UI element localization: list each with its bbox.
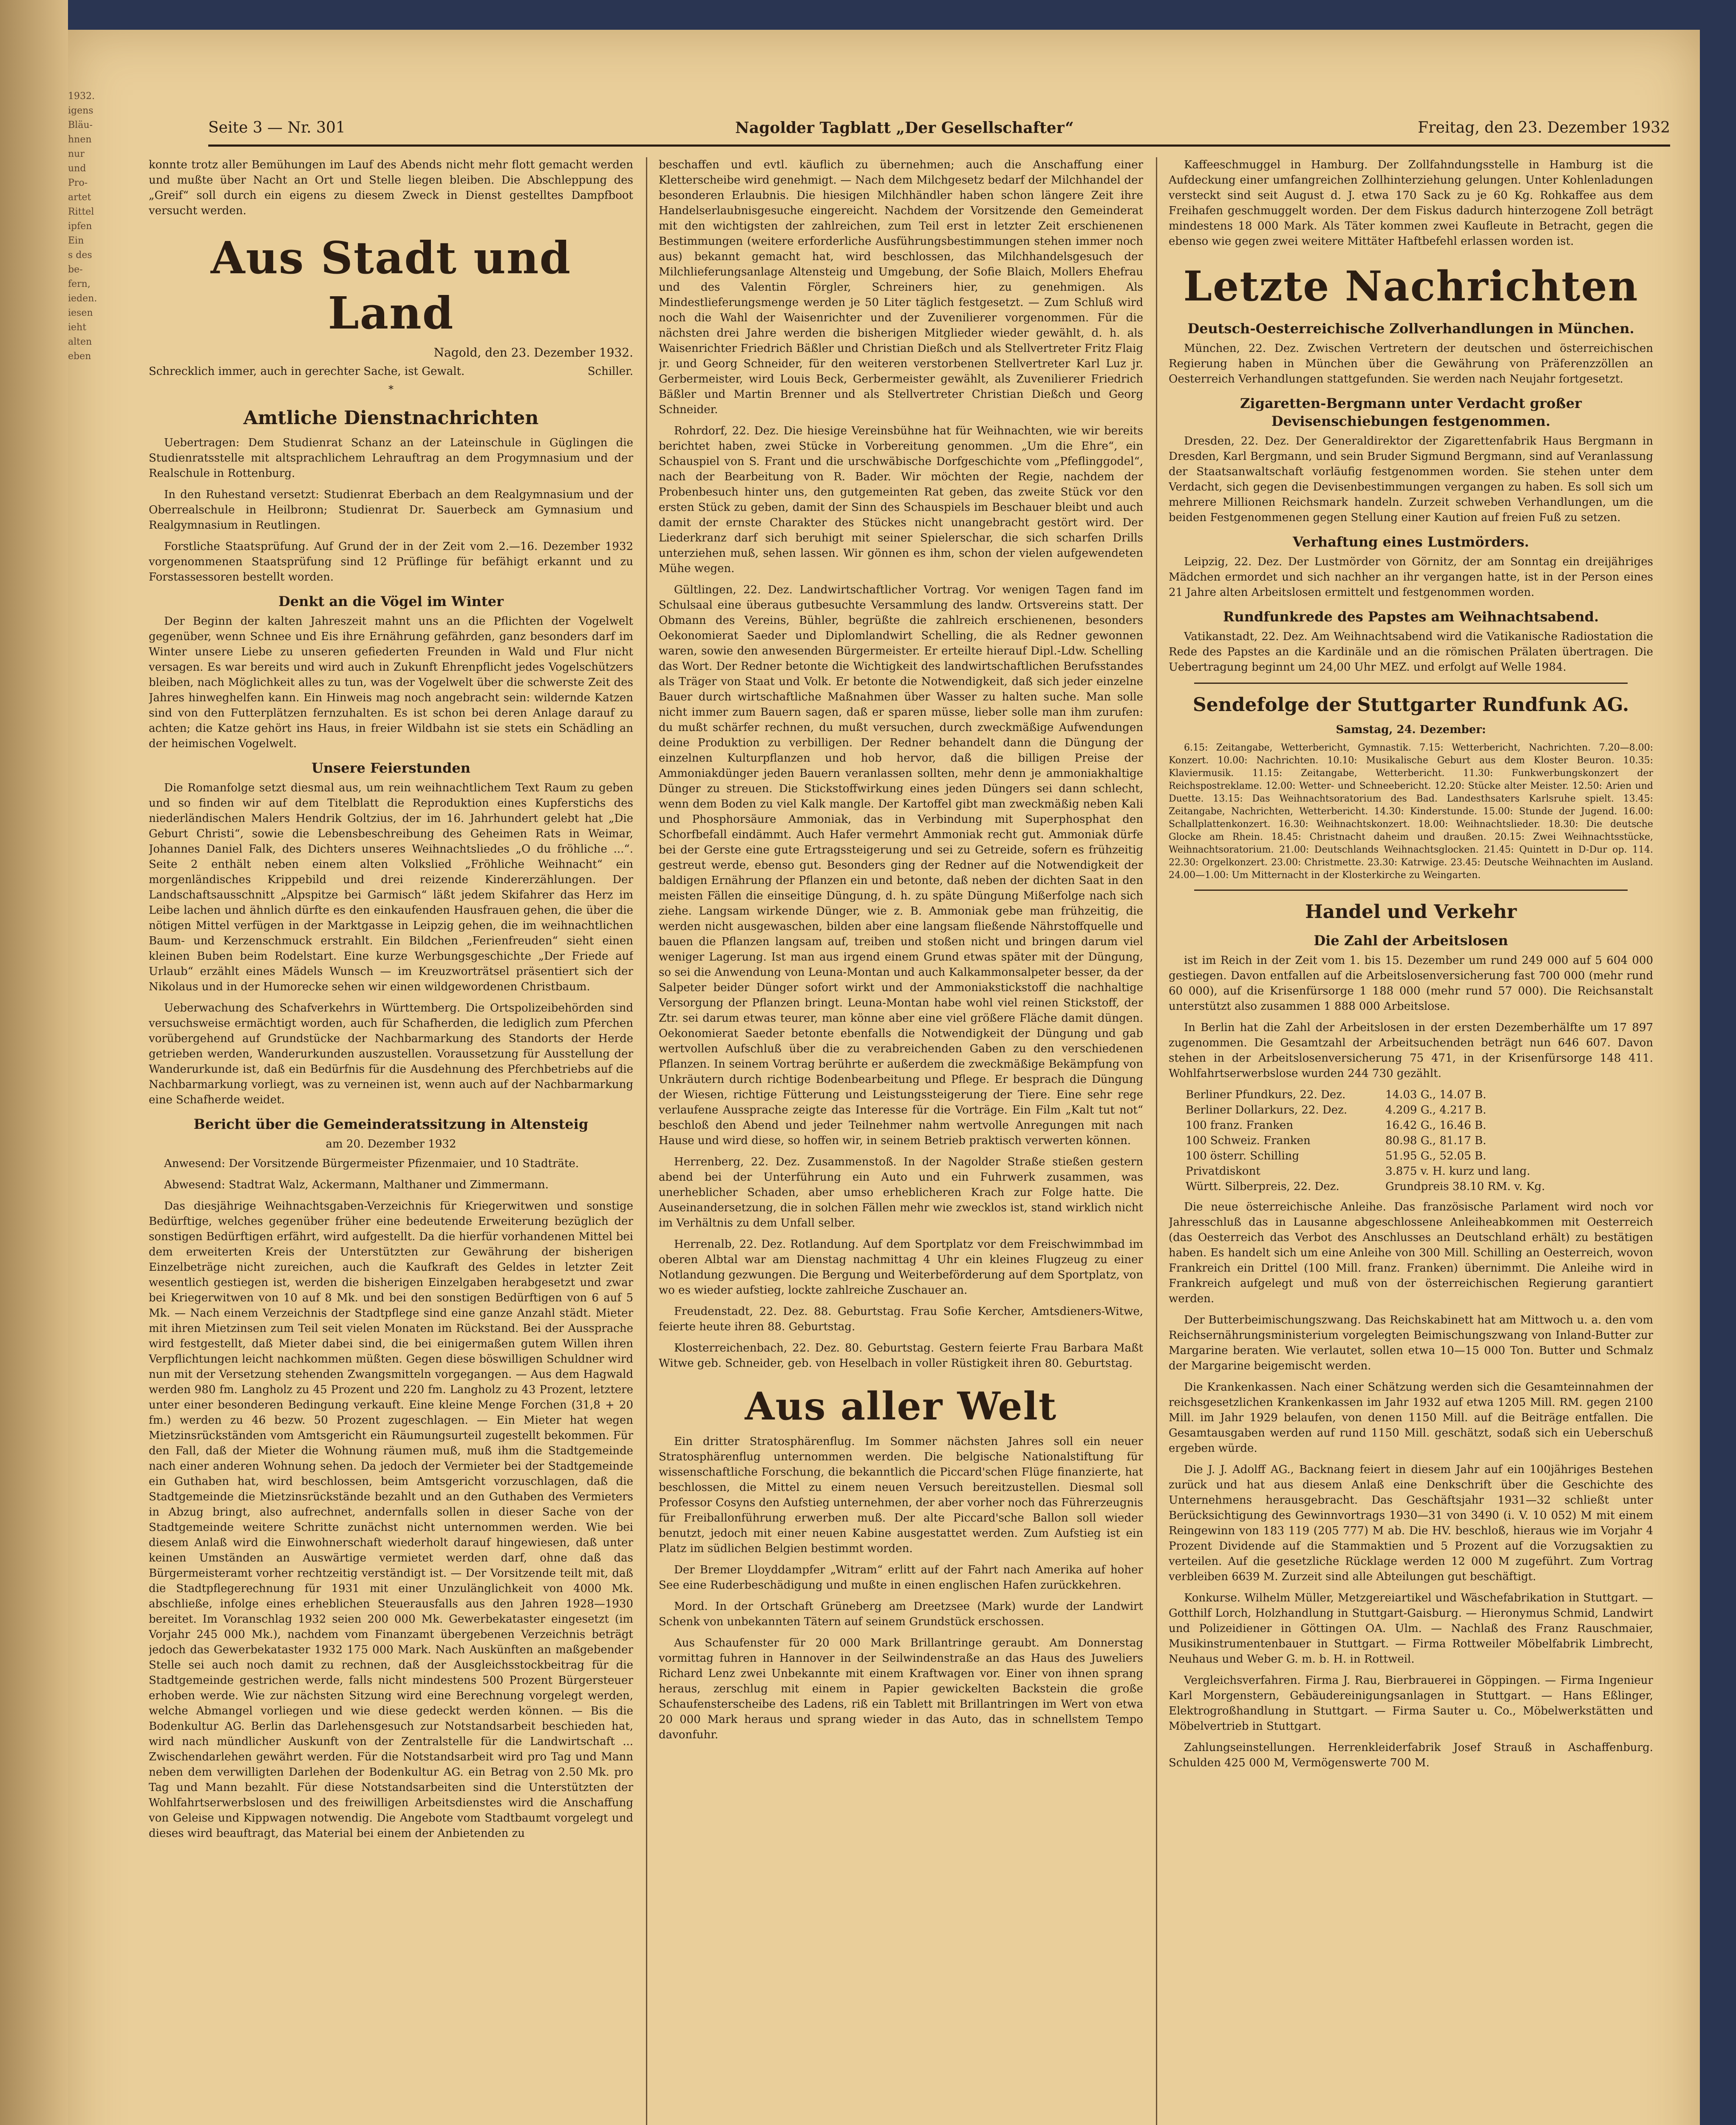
- article-text: Herrenberg, 22. Dez. Zusammenstoß. In der Nagolder Straße stießen gestern abend bei der Unterführung ein Auto und ein Fuhrwerk zusammen, was unerheblicher Schaden, aber umso erheblicheren Krach zur Folge hatte. Die Auseinandersetzung, die in solchen Fällen mehr wie zwecklos ist, stand wirklich nicht im Verhältnis zu dem Unfall selber.: [659, 1156, 1143, 1230]
- headline: Sendefolge der Stuttgarter Rundfunk AG.: [1192, 694, 1629, 716]
- margin-fragment: Bläu-: [68, 120, 93, 130]
- article-text: Forstliche Staatsprüfung. Auf Grund der in der Zeit vom 2.—16. Dezember 1932 vorgenommenen Staatsprüfung sind 12 Prüflinge für befähigt erkannt und zu Forstassessoren bestellt worden.: [149, 540, 633, 584]
- headline: Handel und Verkehr: [1305, 901, 1517, 923]
- column-1: [149, 157, 633, 2125]
- separator-star: *: [388, 383, 394, 395]
- article-text: Die Krankenkassen. Nach einer Schätzung werden sich die Gesamteinnahmen der reichsgesetzlichen Krankenkassen im Jahr 1932 auf etwa 1205 Mill. RM. gegen 2100 Mill. im Jahr 1929 belaufen, von denen 1150 Mill. auf die Beiträge entfallen. Die Gesamtausgaben werden auf rund 1150 Mill. geschätzt, sodaß sich ein Ueberschuß ergeben würde.: [1169, 1381, 1653, 1455]
- radio-program: 6.15: Zeitangabe, Wetterbericht, Gymnastik. 7.15: Wetterbericht, Nachrichten. 7.20—8.00: Konzert. 10.00: Nachrichten. 10.10: Musikalische Geburt aus dem Kloster Beuron. 10.35: Klaviermusik. 11.15: Zeitangabe, Wetterbericht. 11.30: Funkwerbungskonzert der Reichspostreklame. 12.00: Wetter- und Schneebericht. 12.20: Stücke alter Meister. 12.50: Arien und Duette. 13.15: Das Weihnachtsoratorium des Bad. Landesthsaters Karlsruhe spielt. 13.45: Zeitangabe, Nachrichten, Wetterbericht. 14.30: Kinderstunde. 15.00: Stunde der Jugend. 16.00: Schallplattenkonzert. 16.30: Weihnachtskonzert. 18.00: Weihnachtslieder. 18.30: Die deutsche Glocke am Rhein. 18.45: Christnacht daheim und draußen. 20.15: Zwei Weihnachtsstücke, Weihnachtsoratorium. 21.00: Deutschlands Weihnachtsglocken. 21.45: Quintett in D-Dur op. 114. 22.30: Orgelkonzert. 23.00: Christmette. 23.30: Katrwige. 23.45: Deutsche Weihnachten im Ausland. 24.00—1.00: Um Mitternacht in der Klosterkirche zu Weingarten.: [1169, 742, 1653, 881]
- rate-row: Berliner Pfundkurs, 22. Dez. 14.03 G., 14.07 B.: [1186, 1088, 1487, 1101]
- article-text: Zahlungseinstellungen. Herrenkleiderfabrik Josef Strauß in Aschaffenburg. Schulden 425 000 M, Vermögenswerte 700 M.: [1169, 1741, 1653, 1769]
- page-header: [208, 115, 1670, 147]
- section-title: Aus Stadt und Land: [210, 232, 572, 339]
- article-text: Gültlingen, 22. Dez. Landwirtschaftlicher Vortrag. Vor wenigen Tagen fand im Schulsaal eine überaus gutbesuchte Versammlung des landw. Ortsvereins statt. Der Obmann des Vereins, Bühler, begrüßte die zahlreich erschienenen, besonders Oekonomierat Saeder und Diplomlandwirt Schelling, die als Redner gewonnen waren, sowie den anwesenden Bürgermeister. Er erteilte hierauf Dipl.-Ldw. Schelling das Wort. Der Redner betonte die Wichtigkeit des landwirtschaftlichen Berufsstandes als Träger von Staat und Volk. Er betonte die Notwendigkeit, daß sich jeder einzelne Bauer durch wirtschaftliche Maßnahmen über Wasser zu halten suche. Man solle nicht immer zum Bauern sagen, daß er sparen müsse, lieber solle man ihm zurufen: du mußt schärfer rechnen, du mußt versuchen, durch zweckmäßige Aufwendungen deine Produktion zu verbilligen. Der Redner behandelt dann die Düngung der einzelnen Kulturpflanzen und hob hervor, daß die billigen Preise der Ammoniakdünger jeden Bauern veranlassen sollten, mehr denn je ammoniakhaltige Dünger zu streuen. Die Stickstoffwirkung eines jeden Düngers sei dann schlecht, wenn dem Boden zu viel Kalk mangle. Der Kartoffel gibt man zweckmäßig neben Kali und Phosphorsäure Ammoniak, das in Verbindung mit Superphosphat den Schorfbefall eindämmt. Auch Hafer vermehrt Ammoniak recht gut. Ammoniak dürfe bei der Gerste eine gute Ertragssteigerung und sei zu Getreide, sofern es frühzeitig gestreut werde, ebenso gut. Besonders ging der Redner auf die Notwendigkeit der baldigen Ernährung der Pflanzen ein und betonte, daß neben der dichten Saat in den meisten Fällen die einseitige Düngung, d. h. zu späte Düngung Mißerfolge nach sich ziehe. Langsam wirkende Dünger, wie z. B. Ammoniak gebe man frühzeitig, die werden nicht ausgewaschen, bilden aber eine langsam fließende Nährstoffquelle und bauen die Pflanzen langsam auf, treiben und stoßen nicht und bringen darum viel weniger Lagerung. Ist man aus irgend einem Grund etwas später mit der Düngung, so sei die Anwendung von Leuna-Montan und auch Kalkammonsalpeter besser, da der Salpeter beider Dünger sofort wirkt und der Ammoniakstickstoff die nachhaltige Versorgung der Pflanzen bringt. Leuna-Montan habe wohl viel reinen Stickstoff, der Ztr. sei darum etwas teurer, man könne aber eine viel größere Fläche damit düngen. Oekonomierat Saeder betonte ebenfalls die Notwendigkeit der Düngung und gab wertvollen Aufschluß über die zu verabreichenden Gaben zu den verschiedenen Pflanzen. In seinem Vortrag berührte er außerdem die zweckmäßige Bekämpfung von Unkräutern durch richtige Bodenbearbeitung und Pflege. Er besprach die Düngung der Wiesen, richtige Fütterung und Leistungssteigerung der Tiere. Eine sehr rege verlaufene Aussprache zeigte das Interesse für die Vorträge. Ein Film „Kalt tut not“ beschloß den Abend und jeder Teilnehmer nahm wertvolle Anregungen mit nach Hause und wird diese, so hoffen wir, in seinem Betrieb praktisch verwerten können.: [659, 584, 1143, 1147]
- article-text: ist im Reich in der Zeit vom 1. bis 15. Dezember um rund 249 000 auf 5 604 000 gestiegen. Davon entfallen auf die Arbeitslosenversicherung fast 700 000 (mehr rund 60 000), auf die Krisenfürsorge 1 188 000 (mehr rund 57 000). Die Reichsanstalt unterstützt also zusammen 1 888 000 Arbeitslose.: [1169, 954, 1653, 1013]
- page-number: Seite 3 — Nr. 301: [208, 119, 346, 136]
- margin-fragment: eben: [68, 351, 91, 362]
- article-text: München, 22. Dez. Zwischen Vertretern der deutschen und österreichischen Regierung haben in München über die Gewährung von Präferenzzöllen an Oesterreich Verhandlungen stattgefunden. Sie werden nach Neujahr fortgesetzt.: [1169, 342, 1653, 385]
- margin-fragment: nur: [68, 149, 85, 159]
- headline: Zigaretten-Bergmann unter Verdacht großer Devisenschiebungen festgenommen.: [1240, 395, 1582, 429]
- margin-fragment: ipfen: [68, 221, 92, 232]
- article-text: Der Beginn der kalten Jahreszeit mahnt uns an die Pflichten der Vogelwelt gegenüber, wenn Schnee und Eis ihre Ernährung gefährden, ganz besonders darf im Winter unsere Liebe zu unseren gefiederten Freunden in Wald und Flur nicht versagen. Es war bereits und wird auch in Zukunft Ehrenpflicht jedes Vogelschützers bleiben, nach Möglichkeit alles zu tun, was der Vogelwelt über die schwerste Zeit des Jahres hinweghelfen kann. Ein Hinweis mag noch angebracht sein: wildernde Katzen sind von den Futterplätzen fernzuhalten. Es ist schon bei deren Anlage darauf zu achten; die Katze gehört ins Haus, in freier Wildbahn ist sie stets ein Schädling an der heimischen Vogelwelt.: [149, 615, 633, 750]
- column-rule: [646, 157, 647, 2125]
- article-text: Freudenstadt, 22. Dez. 88. Geburtstag. Frau Sofie Kercher, Amtsdieners-Witwe, feierte heute ihren 88. Geburtstag.: [659, 1305, 1143, 1333]
- margin-fragment: igens: [68, 105, 93, 116]
- margin-fragment: alten: [68, 337, 92, 347]
- article-text: Das diesjährige Weihnachtsgaben-Verzeichnis für Kriegerwitwen und sonstige Bedürftige, welches gegenüber früher eine bedeutende Erweiterung bezüglich der sonstigen Bedürftigen erfährt, wird aufgestellt. Da die hierfür vorhandenen Mittel bei dem erweiterten Kreis der Unterstützten zur Gewährung der bisherigen Einzelbeträge nicht zureichen, auch die Kaufkraft des Geldes in letzter Zeit wesentlich gestiegen ist, werden die bisherigen Einzelgaben herabgesetzt und zwar bei Kriegerwitwen von 10 auf 8 Mk. und bei den sonstigen Bedürftigen von 6 auf 5 Mk. — Nach einem Verzeichnis der Stadtpflege sind eine ganze Anzahl städt. Mieter mit ihren Mietzinsen zum Teil seit vielen Monaten im Rückstand. Bei der Aussprache wird festgestellt, daß Mieter dabei sind, die bei einigermaßen gutem Willen ihren Verpflichtungen leicht nachkommen müßten. Gegen diese böswilligen Schuldner wird nun mit der Versetzung stehenden Zwangsmitteln vorgegangen. — Aus dem Hagwald werden 980 fm. Langholz zu 45 Prozent und 220 fm. Langholz zu 43 Prozent, letztere unter einer besonderen Bedingung verkauft. Eine kleine Menge Forchen (31,8 + 20 fm.) werden zu 46 bezw. 50 Prozent zugeschlagen. — Ein Mieter hat wegen Mietzinsrückständen vom Amtsgericht ein Räumungsurteil zugestellt bekommen. Für den Fall, daß der Mieter die Wohnung räumen muß, muß ihm die Stadtgemeinde nach einer anderen Wohnung sehen. Da jedoch der Vermieter bei der Stadtgemeinde ein Guthaben hat, wird beschlossen, beim Amtsgericht vorzuschlagen, daß die Stadtgemeinde die Mietzinsrückstände bezahlt und an den Guthaben des Vermieters in Abzug bringt, also aufrechnet, andernfalls sollen in dieser Sache von der Stadtgemeinde weitere Schritte zunächst nicht unternommen werden. Wie bei diesem Anlaß wird die Einwohnerschaft wiederholt darauf hingewiesen, daß unter keinen Umständen an Auswärtige vermietet werden darf, ohne daß das Bürgermeisteramt vorher rechtzeitig verständigt ist. — Der Vorsitzende teilt mit, daß die Stadtpflegerechnung für 1931 mit einer Unzulänglichkeit von 4000 Mk. abschließe, infolge eines erheblichen Steuerausfalls aus den Jahren 1928—1930 bereitet. Im Voranschlag 1932 seien 200 000 Mk. Gewerbekataster eingesetzt (im Vorjahr 245 000 Mk.), nachdem vom Finanzamt übergebenen Verzeichnis beträgt jedoch das Gewerbekataster 1932 175 000 Mark. Nach Auskünften an maßgebender Stelle sei auch noch damit zu rechnen, daß der Ausgleichsstockbeitrag für die Stadtgemeinde gestrichen werde, falls nicht mindestens 500 Prozent Bürgersteuer erhoben werde. Wie zur nächsten Sitzung wird eine Berechnung vorgelegt werden, welche Abmangel vorliegen und wie diese gedeckt werden können. — Bis die Bodenkultur AG. Berlin das Darlehensgesuch zur Notstandsarbeit beschieden hat, wird nach mündlicher Auskunft von der Zentralstelle für die Landwirtschaft ... Zwischendarlehen gewährt werden. Für die Notstandsarbeit wird pro Tag und Mann neben dem verwilligten Darlehen der Bodenkultur AG. ein Betrag von 2.50 Mk. pro Tag und Mann bezahlt. Für diese Notstandsarbeiten sind die Unterstützten der Wohlfahrtserwerbslosen und des freiwilligen Arbeitsdienstes wird die Anschaffung von Geleise und Kippwagen notwendig. Die Angebote vom Stadtbaumt vorgelegt und dieses wird beauftragt, das Material bei einem der Anbietenden zu: [149, 1200, 633, 1840]
- article-text: Vatikanstadt, 22. Dez. Am Weihnachtsabend wird die Vatikanische Radiostation die Rede des Papstes an die Kardinäle und an die römischen Prälaten übertragen. Die Uebertragung beginnt um 24,00 Uhr MEZ. und erfolgt auf Welle 1984.: [1169, 630, 1653, 674]
- rate-row: Berliner Dollarkurs, 22. Dez. 4.209 G., 4.217 B.: [1186, 1104, 1487, 1116]
- article-text: Kaffeeschmuggel in Hamburg. Der Zollfahndungsstelle in Hamburg ist die Aufdeckung einer umfangreichen Zollhinterziehung gelungen. Unter Kohlenladungen versteckt sind seit August d. J. etwa 170 Sack zu je 60 Kg. Rohkaffee aus dem Freihafen geschmuggelt worden. Der dem Fiskus dadurch hinterzogene Zoll beträgt mindestens 18 000 Mark. Als Täter kommen zwei Kaufleute in Betracht, gegen die ebenso wie gegen zwei weitere Mittäter Haftbefehl erlassen worden ist.: [1169, 159, 1653, 248]
- margin-fragment: 1932.: [68, 91, 95, 102]
- rate-row: 100 franz. Franken 16.42 G., 16.46 B.: [1186, 1119, 1487, 1132]
- article-text: Konkurse. Wilhelm Müller, Metzgereiartikel und Wäschefabrikation in Stuttgart. — Gotthilf Lorch, Holzhandlung in Stuttgart-Gaisburg. — Hieronymus Schmid, Landwirt und Polizeidiener in Göttingen OA. Ulm. — Nachlaß des Franz Rauschmaier, Musikinstrumentenbauer in Stuttgart. — Firma Rottweiler Möbelfabrik Limbrecht, Neuhaus und Weber G. m. b. H. in Rottweil.: [1169, 1592, 1653, 1666]
- previous-page-edge: [68, 89, 127, 364]
- rate-row: Württ. Silberpreis, 22. Dez. Grundpreis 38.10 RM. v. Kg.: [1186, 1180, 1545, 1193]
- book-binding: [0, 0, 68, 2125]
- column-3: [1169, 157, 1653, 2125]
- headline: Die Zahl der Arbeitslosen: [1314, 932, 1508, 949]
- margin-fragment: iesen: [68, 308, 93, 318]
- margin-fragment: hnen: [68, 134, 92, 145]
- margin-fragment: fern,: [68, 279, 91, 289]
- newspaper-page: [68, 30, 1700, 2125]
- article-text: beschaffen und evtl. käuflich zu übernehmen; auch die Anschaffung einer Kletterscheibe wird genehmigt. — Nach dem Milchgesetz bedarf der Milchhandel der besonderen Erlaubnis. Die hiesigen Milchhändler haben schon längere Zeit ihre Handelserlaubnisgesuche eingereicht. Nachdem der Vorsitzende den Gemeinderat mit den wichtigsten der zahlreichen, zum Teil erst in letzter Zeit erschienenen Bestimmungen (weitere erforderliche Ausführungsbestimmungen stehen immer noch aus) bekannt gemacht hat, wird beschlossen, das Milchhandelsgesuch der Milchlieferungsanlage Altensteig und Umgebung, der Sofie Blaich, Mollers Ehefrau und des Valentin Förgler, Schreiners hier, zu genehmigen. Als Mindestlieferungsmenge werden je 50 Liter täglich festgesetzt. — Zum Schluß wird noch die Wahl der Waisenrichter und der Zuvenilierer vorgenommen. Für die nächsten drei Jahre werden die bisherigen Mitglieder wieder gewählt, d. h. als Waisenrichter Friedrich Bäßler und Christian Dießch und als Stellvertreter Fritz Flaig jr. und Georg Schneider, für den weiteren verstorbenen Stellvertreter Karl Luz jr. Gerbermeister, wird Louis Beck, Gerbermeister gewählt, als Zuvenilierer Friedrich Bäßler und Martin Brenner und als Stellvertreter Christian Dießch und Georg Schneider.: [659, 159, 1143, 416]
- article-text: In den Ruhestand versetzt: Studienrat Eberbach an dem Realgymnasium und der Oberrealschule in Heilbronn; Studienrat Dr. Sauerbeck am Gymnasium und Realgymnasium in Reutlingen.: [149, 488, 633, 532]
- column-rule: [1156, 157, 1157, 2125]
- article-text: Anwesend: Der Vorsitzende Bürgermeister Pfizenmaier, und 10 Stadträte.: [164, 1157, 579, 1170]
- margin-fragment: und: [68, 163, 86, 174]
- headline: Verhaftung eines Lustmörders.: [1292, 534, 1529, 550]
- margin-fragment: ieht: [68, 322, 87, 333]
- dateline: Nagold, den 23. Dezember 1932.: [433, 346, 633, 360]
- headline: Bericht über die Gemeinderatssitzung in Altensteig: [193, 1116, 589, 1132]
- article-text: Der Bremer Lloyddampfer „Witram“ erlitt auf der Fahrt nach Amerika auf hoher See eine Ruderbeschädigung und mußte in einen englischen Hafen zurückkehren.: [659, 1564, 1143, 1592]
- article-text: Aus Schaufenster für 20 000 Mark Brillantringe geraubt. Am Donnerstag vormittag fuhren in Hannover in der Seilwindenstraße an das Haus des Juweliers Richard Lenz zwei Unbekannte mit einem Kraftwagen vor. Einer von ihnen sprang heraus, zerschlug mit einem in Papier gewickelten Backstein die große Schaufensterscheibe des Ladens, riß ein Tablett mit Brillantringen im Wert von etwa 20 000 Mark heraus und sprang wieder in das Auto, das in schnellstem Tempo davonfuhr.: [659, 1637, 1143, 1741]
- article-text: Leipzig, 22. Dez. Der Lustmörder von Görnitz, der am Sonntag ein dreijähriges Mädchen ermordet und sich nachher an ihr vergangen hatte, ist in der Person eines 21 Jahre alten Arbeitslosen ermittelt und festgenommen worden.: [1169, 555, 1653, 599]
- article-text: Die neue österreichische Anleihe. Das französische Parlament wird noch vor Jahresschluß das in Lausanne abgeschlossene Anleiheabkommen mit Oesterreich (das Oesterreich das Verbot des Anschlusses an Deutschland erhält) zu bestätigen haben. Es handelt sich um eine Anleihe von 300 Mill. Schilling an Oesterreich, wovon Frankreich ein Drittel (100 Mill. franz. Franken) übernimmt. Die Anleihe wird in Frankreich aufgelegt und muß von der österreichischen Regierung garantiert werden.: [1169, 1201, 1653, 1305]
- issue-date: Freitag, den 23. Dezember 1932: [1418, 119, 1670, 136]
- article-text: Die J. J. Adolff AG., Backnang feiert in diesem Jahr auf ein 100jähriges Bestehen zurück und hat aus diesem Anlaß eine Denkschrift über die Geschichte des Unternehmens herausgebracht. Das Geschäftsjahr 1931—32 schließt unter Berücksichtigung des Gewinnvortrags 1930—31 von 3490 (i. V. 10 052) M mit einem Reingewinn von 183 119 (205 777) M ab. Die HV. beschloß, hieraus wie im Vorjahr 4 Prozent Dividende auf die Stammaktien und 5 Prozent auf die Vorzugsaktien zu verteilen. Auf die gesetzliche Rücklage werden 12 000 M zugeführt. Zum Vortrag verbleiben 6639 M. Zurzeit sind alle Abteilungen gut beschäftigt.: [1169, 1463, 1653, 1583]
- margin-fragment: Pro-: [68, 178, 88, 188]
- margin-fragment: ieden.: [68, 293, 97, 304]
- margin-fragment: be-: [68, 264, 83, 275]
- subheadline: Samstag, 24. Dezember:: [1336, 723, 1486, 736]
- divider: [1194, 890, 1628, 891]
- article-text: Mord. In der Ortschaft Grüneberg am Dreetzsee (Mark) wurde der Landwirt Schenk von unbekannten Tätern auf seinem Grundstück erschossen.: [659, 1600, 1143, 1628]
- headline: Denkt an die Vögel im Winter: [278, 593, 504, 609]
- article-text: Dresden, 22. Dez. Der Generaldirektor der Zigarettenfabrik Haus Bergmann in Dresden, Karl Bergmann, und sein Bruder Sigmund Bergmann, sind auf Veranlassung der Staatsanwaltschaft vorläufig festgenommen worden. Sie stehen unter dem Verdacht, sich gegen die Devisenbestimmungen vergangen zu haben. Es soll sich um mehrere Millionen Reichsmark handeln. Zurzeit schweben Verhandlungen, um die beiden Festgenommenen gegen Stellung einer Kaution auf freien Fuß zu setzen.: [1169, 435, 1653, 524]
- article-text: Ueberwachung des Schafverkehrs in Württemberg. Die Ortspolizeibehörden sind versuchsweise ermächtigt worden, auch für Schafherden, die lediglich zum Pferchen vorübergehend auf Grundstücke der Nachbarmarkung des Standorts der Herde getrieben werden, Wanderurkunden auszustellen. Voraussetzung für Ausstellung der Wanderurkunde ist, daß ein Bedürfnis für die Ausdehnung des Pferchbetriebs auf die Nachbarmarkung vorliegt, was zu verneinen ist, wenn auch auf der Nachbarmarkung eine Schafherde weidet.: [149, 1002, 633, 1106]
- motto-author: Schiller.: [587, 365, 633, 378]
- article-text: Die Romanfolge setzt diesmal aus, um rein weihnachtlichem Text Raum zu geben und so finden wir auf dem Titelblatt die Reproduktion eines Kupferstichs des niederländischen Malers Hendrik Goltzius, der im 16. Jahrhundert gelebt hat „Die Geburt Christi“, sowie die Lebensbeschreibung des Geheimen Rats in Weimar, Johannes Daniel Falk, des Dichters unseres Weihnachtsliedes „O du fröhliche ...“. Seite 2 enthält neben einem alten Volkslied „Fröhliche Weihnacht“ ein morgenländisches Krippebild und drei reizende Kindererzählungen. Der Landschaftsausschnitt „Alpspitze bei Garmisch“ läßt jedem Skifahrer das Herz im Leibe lachen und ähnlich dürfte es den einkaufenden Hausfrauen gehen, die über die nötigen Mittel verfügen in der Marktgasse in Leipzig gehen, die im weihnachtlichen Baum- und Kerzenschmuck erstrahlt. Ein Bildchen „Ferienfreuden“ sieht einen kleinen Buben beim Rodelstart. Eine kurze Werbungsgeschichte „Der Friede auf Urlaub“ erzählt eines Mädels Wunsch — im Kreuzworträtsel präsentiert sich der Nikolaus und in der Humorecke sehen wir einen wildgewordenen Christbaum.: [149, 782, 633, 993]
- article-text: Herrenalb, 22. Dez. Rotlandung. Auf dem Sportplatz vor dem Freischwimmbad im oberen Albtal war am Dienstag nachmittag 4 Uhr ein kleines Flugzeug zu einer Notlandung gezwungen. Die Bergung und Weiterbeförderung auf dem Sportplatz, von wo es wieder aufstieg, lockte zahlreiche Zuschauer an.: [659, 1238, 1143, 1297]
- paper-name: Nagolder Tagblatt „Der Gesellschafter“: [735, 119, 1074, 137]
- article-text: konnte trotz aller Bemühungen im Lauf des Abends nicht mehr flott gemacht werden und mußte über Nacht an Ort und Stelle liegen bleiben. Die Abschleppung des „Greif“ soll durch ein eigens zu diesem Zweck in Dienst gestelltes Dampfboot versucht werden.: [149, 159, 633, 217]
- article-text: Klosterreichenbach, 22. Dez. 80. Geburtstag. Gestern feierte Frau Barbara Maßt Witwe geb. Schneider, geb. von Heselbach in voller Rüstigkeit ihren 80. Geburtstag.: [659, 1342, 1143, 1370]
- article-text: Uebertragen: Dem Studienrat Schanz an der Lateinschule in Güglingen die Studienratsstelle mit altsprachlichem Lehrauftrag an dem Progymnasium und der Realschule in Rottenburg.: [149, 436, 633, 480]
- rate-row: Privatdiskont 3.875 v. H. kurz und lang.: [1186, 1165, 1530, 1178]
- headline: Unsere Feierstunden: [312, 760, 470, 776]
- margin-fragment: Ein: [68, 235, 84, 246]
- section-title: Letzte Nachrichten: [1183, 262, 1639, 310]
- section-title: Aus aller Welt: [745, 1384, 1057, 1429]
- divider: [1194, 683, 1628, 684]
- article-text: Rohrdorf, 22. Dez. Die hiesige Vereinsbühne hat für Weihnachten, wie wir bereits berichtet haben, zwei Stücke in Vorbereitung genommen. „Um die Ehre“, ein Schauspiel von S. Frant und die urschwäbische Dorfgeschichte vom „Pfeflinggodel“, nach der Bearbeitung von R. Bader. Wir möchten der Regie, nachdem der Probenbesuch hinter uns, den gutgemeinten Rat geben, das zweite Stück vor den ersten Stück zu geben, damit der Sinn des Schauspiels im Beschauer bleibt und auch damit der ernste Charakter des Stückes nicht unangebracht gestört wird. Der Liederkranz darf sich beruhigt mit seiner Spielerschar, die sich scharfen Drills unterziehen muß, sehen lassen. Wir gönnen es ihm, schon der vielen aufgewendeten Mühe wegen.: [659, 425, 1143, 575]
- article-text: Abwesend: Stadtrat Walz, Ackermann, Malthaner und Zimmermann.: [164, 1179, 549, 1191]
- motto-text: Schrecklich immer, auch in gerechter Sache, ist Gewalt.: [149, 365, 465, 378]
- rate-row: 100 österr. Schilling 51.95 G., 52.05 B.: [1186, 1150, 1487, 1162]
- margin-fragment: Rittel: [68, 207, 94, 217]
- article-text: Vergleichsverfahren. Firma J. Rau, Bierbrauerei in Göppingen. — Firma Ingenieur Karl Morgenstern, Gebäudereinigungsanlagen in Stuttgart. — Hans Eßlinger, Elektrogroßhandlung in Stuttgart. — Firma Sauter u. Co., Möbelwerkstätten und Möbelvertrieb in Stuttgart.: [1169, 1674, 1653, 1733]
- article-text: In Berlin hat die Zahl der Arbeitslosen in der ersten Dezemberhälfte um 17 897 zugenommen. Die Gesamtzahl der Arbeitsuchenden beträgt nun 646 607. Davon stehen in der Arbeitslosenversicherung 75 471, in der Krisenfürsorge 148 411. Wohlfahrtserwerbslose wurden 244 730 gezählt.: [1169, 1021, 1653, 1080]
- headline: Amtliche Dienstnachrichten: [243, 407, 539, 429]
- exchange-rates: [1186, 1087, 1653, 1194]
- article-text: Der Butterbeimischungszwang. Das Reichskabinett hat am Mittwoch u. a. den vom Reichsernährungsministerium vorgelegten Beimischungszwang von Inland-Butter zur Margarine beraten. Wie verlautet, sollen etwa 10—15 000 Ton. Butter und Schmalz der Margarine beigemischt werden.: [1169, 1314, 1653, 1372]
- margin-fragment: artet: [68, 192, 91, 203]
- article-text: Ein dritter Stratosphärenflug. Im Sommer nächsten Jahres soll ein neuer Stratosphärenflug unternommen werden. Die belgische Nationalstiftung für wissenschaftliche Forschung, die bekanntlich die Piccard'schen Flüge finanzierte, hat beschlossen, die Mittel zu einem neuen Versuch bereitzustellen. Diesmal soll Professor Cosyns den Aufstieg unternehmen, der aber vorher noch das Führerzeugnis für Freiballonführung erwerben muß. Der alte Piccard'sche Ballon soll wieder benutzt, jedoch mit einer neuen Kabine ausgestattet werden. Zum Aufstieg ist ein Platz im südlichen Belgien bestimmt worden.: [659, 1435, 1143, 1555]
- margin-fragment: s des: [68, 250, 92, 261]
- subheadline: am 20. Dezember 1932: [326, 1138, 456, 1150]
- headline: Rundfunkrede des Papstes am Weihnachtsabend.: [1223, 609, 1599, 625]
- motto: [149, 364, 633, 379]
- headline: Deutsch-Oesterreichische Zollverhandlungen in München.: [1187, 320, 1634, 337]
- rate-row: 100 Schweiz. Franken 80.98 G., 81.17 B.: [1186, 1134, 1487, 1147]
- column-2: [659, 157, 1143, 2125]
